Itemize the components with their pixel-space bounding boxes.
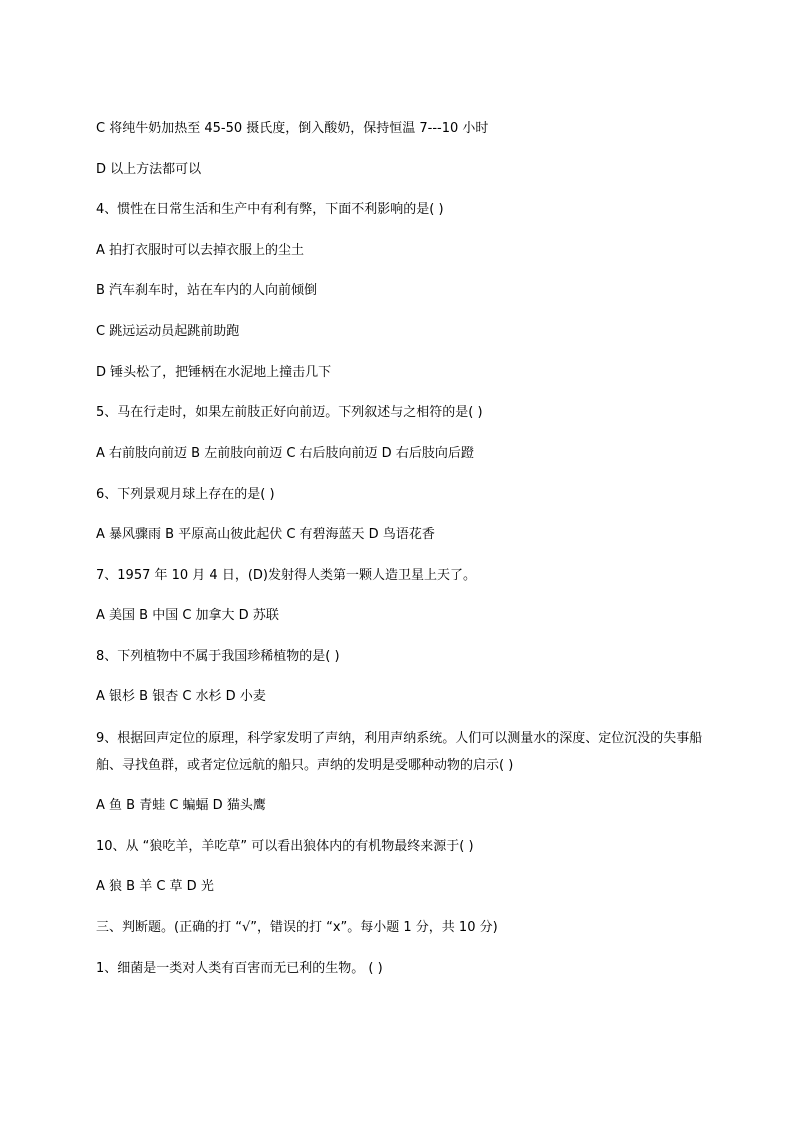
q4-option-c: C 跳远运动员起跳前助跑 (96, 324, 240, 339)
true-false-question-1: 1、细菌是一类对人类有百害而无已利的生物。 ( ) (96, 961, 383, 976)
q10-options: A 狼 B 羊 C 草 D 光 (96, 879, 214, 894)
q4-option-d: D 锤头松了，把锤柄在水泥地上撞击几下 (96, 365, 332, 380)
option-c-yogurt: C 将纯牛奶加热至 45-50 摄氏度，倒入酸奶，保持恒温 7---10 小时 (96, 121, 489, 136)
question-4: 4、惯性在日常生活和生产中有利有弊，下面不利影响的是( ) (96, 202, 444, 217)
question-10: 10、从 “狼吃羊，羊吃草” 可以看出狼体内的有机物最终来源于( ) (96, 839, 474, 854)
question-9: 9、根据回声定位的原理，科学家发明了声纳，利用声纳系统。人们可以测量水的深度、定位沉没的失事船舶、寻找鱼群，或者定位远航的船只。声纳的发明是受哪种动物的启示( ) (96, 731, 703, 773)
question-8: 8、下列植物中不属于我国珍稀植物的是( ) (96, 649, 340, 664)
q6-options: A 暴风骤雨 B 平原高山彼此起伏 C 有碧海蓝天 D 鸟语花香 (96, 527, 435, 542)
question-5: 5、马在行走时，如果左前肢正好向前迈。下列叙述与之相符的是( ) (96, 405, 483, 420)
question-6: 6、下列景观月球上存在的是( ) (96, 487, 275, 502)
q4-option-a: A 拍打衣服时可以去掉衣服上的尘土 (96, 243, 305, 258)
question-7: 7、1957 年 10 月 4 日，(D)发射得人类第一颗人造卫星上天了。 (96, 568, 476, 583)
q8-options: A 银杉 B 银杏 C 水杉 D 小麦 (96, 689, 266, 704)
q5-options: A 右前肢向前迈 B 左前肢向前迈 C 右后肢向前迈 D 右后肢向后蹬 (96, 446, 474, 461)
section-3-heading: 三、判断题。(正确的打 “√”，错误的打 “x”。每小题 1 分，共 10 分) (96, 920, 498, 935)
option-d-all-methods: D 以上方法都可以 (96, 162, 202, 177)
q9-options: A 鱼 B 青蛙 C 蝙蝠 D 猫头鹰 (96, 798, 266, 813)
q7-options: A 美国 B 中国 C 加拿大 D 苏联 (96, 608, 279, 623)
q4-option-b: B 汽车刹车时，站在车内的人向前倾倒 (96, 283, 318, 298)
